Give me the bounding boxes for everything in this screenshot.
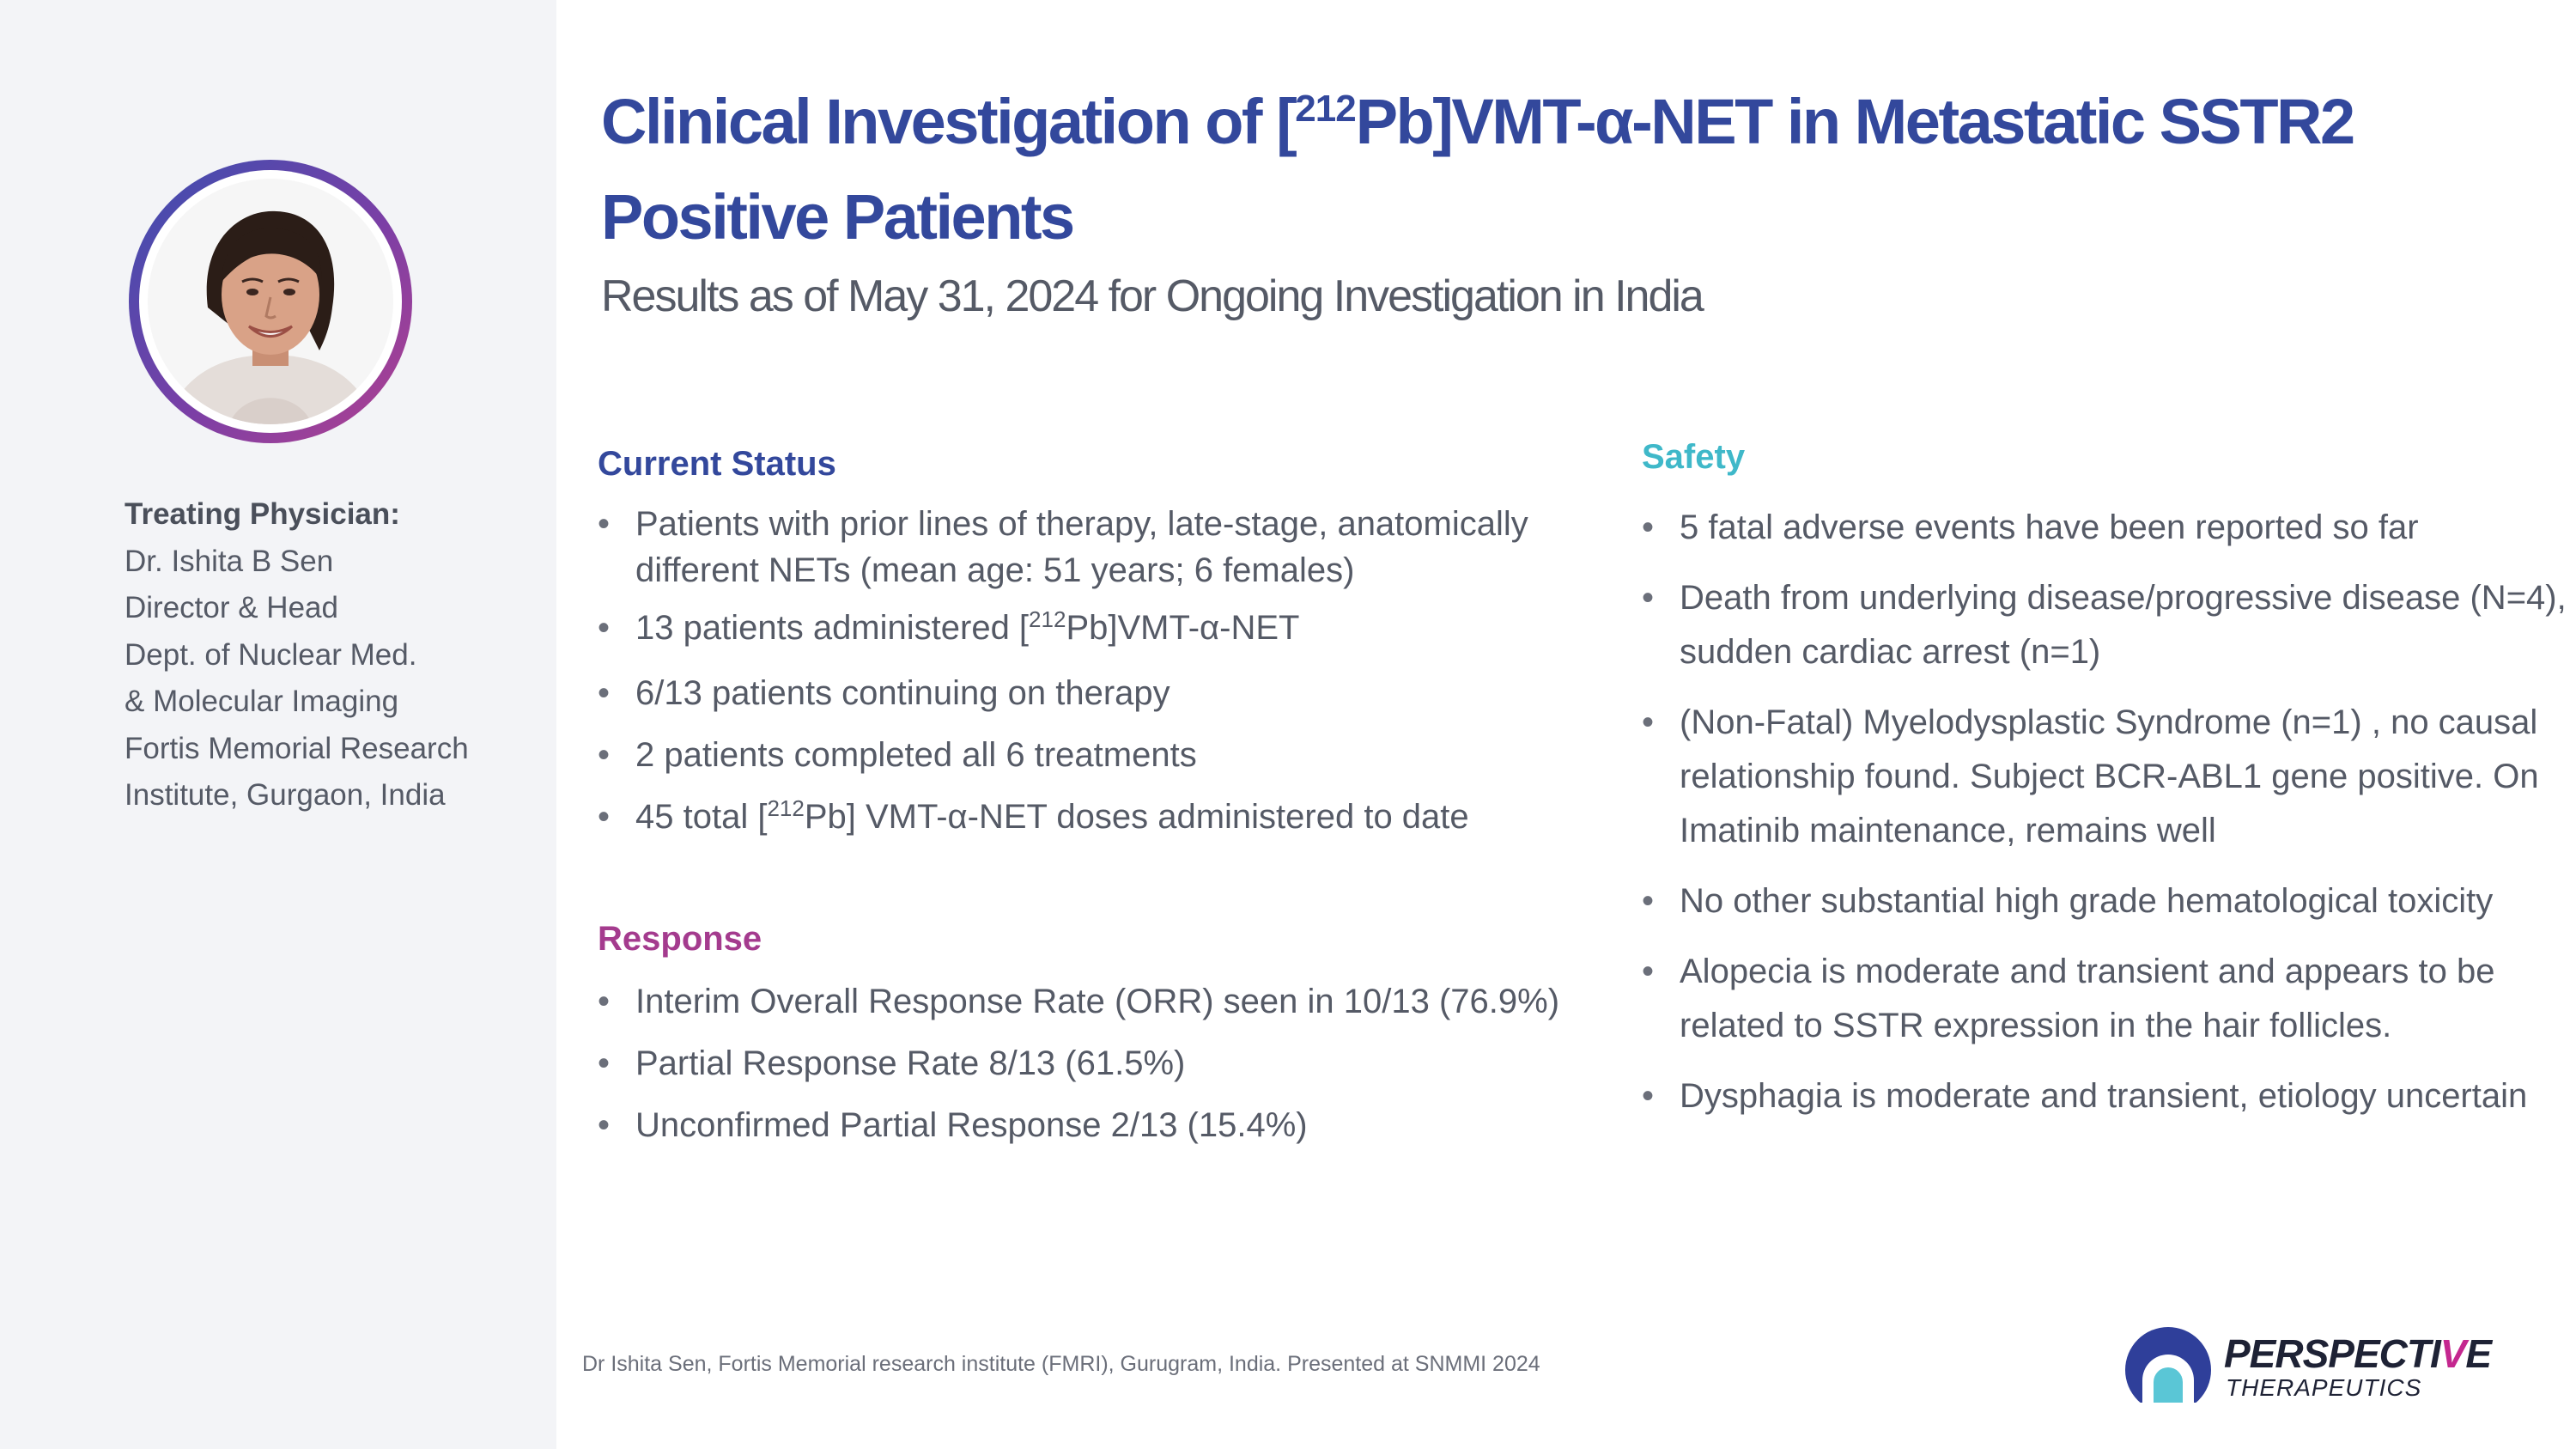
logo-wordmark: PERSPECTIVE [2224,1331,2492,1376]
physician-institute: Fortis Memorial Research [125,731,469,765]
list-item: • Interim Overall Response Rate (ORR) seen in 10/13 (76.9%) [598,975,1611,1029]
list-item: • 45 total [$^{212}$Pb] VMT-α-NET doses administered to date [598,790,1611,848]
avatar [129,160,412,443]
logo-subtitle: THERAPEUTICS [2226,1374,2422,1401]
physician-label: Treating Physician: [125,497,400,531]
list-item: • Partial Response Rate 8/13 (61.5%) [598,1037,1611,1091]
list-item: • Unconfirmed Partial Response 2/13 (15.4%) [598,1099,1611,1153]
response-list [598,975,1611,1160]
list-item: • No other substantial high grade hematological toxicity [1642,874,2567,928]
physician-info [125,491,537,819]
physician-role: Director & Head [125,591,338,624]
list-item: • 6/13 patients continuing on therapy [598,667,1611,721]
list-item: • Alopecia is moderate and transient and appears to be related to SSTR expression in the hair follicles. [1642,945,2567,1053]
current-status-list [598,501,1611,855]
safety-heading: Safety [1642,438,1746,476]
list-item: • Patients with prior lines of therapy, late-stage, anatomically different NETs (mean age: 51 years; 6 females) [598,501,1611,594]
response-heading: Response [598,920,762,958]
current-status-heading: Current Status [598,445,836,483]
physician-dept: Dept. of Nuclear Med. [125,637,417,672]
safety-list [1642,501,2567,1140]
physician-photo [148,179,393,424]
list-item: • Death from underlying disease/progressive disease (N=4), sudden cardiac arrest (n=1) [1642,571,2567,679]
footer-citation: Dr Ishita Sen, Fortis Memorial research institute (FMRI), Gurugram, India. Presented at SNMMI 2024 [582,1352,1540,1376]
physician-portrait-icon [148,179,393,424]
physician-location: Institute, Gurgaon, India [125,778,446,812]
list-item: • Dysphagia is moderate and transient, etiology uncertain [1642,1069,2567,1123]
list-item: • 13 patients administered [$^{212}$Pb]VMT-α-NET [598,601,1611,659]
list-item: • (Non-Fatal) Myelodysplastic Syndrome (n=1) , no causal relationship found. Subject BCR-ABL1 gene positive. On Imatinib maintenance, remains well [1642,696,2567,858]
page-title: Clinical Investigation of [$^{212}$Pb]VMT-α-NET in Metastatic SSTR2 Positive Patients [601,86,2354,253]
list-item: • 2 patients completed all 6 treatments [598,728,1611,782]
sidebar [0,0,556,1449]
physician-dept-cont: & Molecular Imaging [125,685,399,718]
page-subtitle: Results as of May 31, 2024 for Ongoing Investigation in India [601,271,1703,321]
perspective-logo-icon [2121,1327,2215,1413]
list-item: • 5 fatal adverse events have been reported so far [1642,501,2567,555]
company-logo [2112,1327,2490,1413]
physician-name: Dr. Ishita B Sen [125,544,334,578]
